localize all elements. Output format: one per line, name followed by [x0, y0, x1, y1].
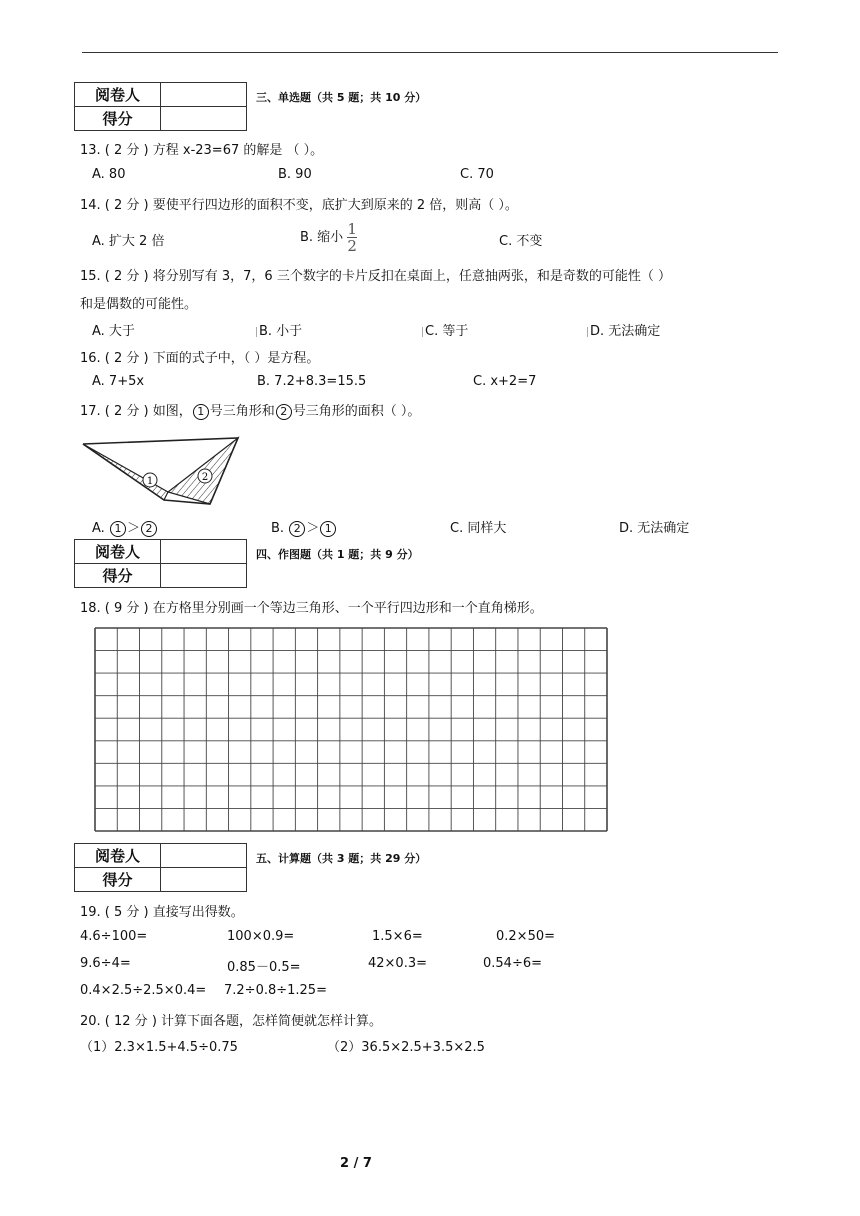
question-13: 13. ( 2 分 ) 方程 x-23=67 的解是 （ ）。: [80, 143, 324, 158]
q17-stem-pre: 17. ( 2 分 ) 如图，: [80, 404, 192, 419]
calc-item: 100×0.9=: [227, 929, 295, 944]
q17-option-d[interactable]: D. 无法确定: [619, 521, 690, 536]
q14-option-c[interactable]: C. 不变: [499, 234, 543, 249]
drawing-grid[interactable]: [94, 627, 608, 832]
q15-option-c-label: C. 等于: [425, 324, 469, 339]
q16-option-b[interactable]: B. 7.2+8.3=15.5: [257, 374, 367, 389]
reviewer-cell[interactable]: [161, 83, 247, 107]
option-tick: [256, 327, 257, 337]
triangles-figure: [80, 430, 245, 510]
score-cell[interactable]: [161, 868, 247, 892]
q15-option-c[interactable]: [422, 320, 468, 339]
question-14: 14. ( 2 分 ) 要使平行四边形的面积不变，底扩大到原来的 2 倍，则高（ ）。: [80, 198, 518, 213]
q14-option-b-label: B. 缩小: [300, 230, 344, 245]
calc-item: 0.2×50=: [496, 929, 556, 944]
calc-item: 0.4×2.5÷2.5×0.4=: [80, 983, 207, 998]
q20-part-1: （1）2.3×1.5+4.5÷0.75: [80, 1040, 238, 1055]
score-label: 得分: [75, 868, 161, 892]
q14-option-b[interactable]: [300, 222, 357, 253]
fraction-one-half: [347, 222, 357, 253]
q15-option-b-label: B. 小于: [259, 324, 303, 339]
calc-item: 42×0.3=: [368, 956, 428, 971]
circled-two: 2: [141, 521, 157, 537]
figure-label-1: 1: [146, 476, 154, 487]
q15-option-a[interactable]: A. 大于: [92, 324, 135, 339]
option-tick: [422, 327, 423, 337]
calc-item: 0.54÷6=: [483, 956, 543, 971]
circled-one: 1: [320, 521, 336, 537]
reviewer-label: 阅卷人: [75, 540, 161, 564]
q20-part-2: （2）36.5×2.5+3.5×2.5: [327, 1040, 485, 1055]
circled-two: 2: [276, 404, 292, 420]
reviewer-cell[interactable]: [161, 540, 247, 564]
q13-option-a[interactable]: A. 80: [92, 167, 126, 182]
calc-item: 7.2÷0.8÷1.25=: [224, 983, 327, 998]
q17-option-b[interactable]: [271, 517, 337, 537]
option-tick: [587, 327, 588, 337]
question-15-line1: 15. ( 2 分 ) 将分别写有 3，7，6 三个数字的卡片反扣在桌面上，任意抽两张，和是奇数的可能性（ ）: [80, 269, 671, 284]
q17-option-a[interactable]: [92, 517, 158, 537]
reviewer-label: 阅卷人: [75, 844, 161, 868]
section-title-3: 三、单选题（共 5 题；共 10 分）: [256, 91, 427, 104]
score-label: 得分: [75, 107, 161, 131]
question-18: 18. ( 9 分 ) 在方格里分别画一个等边三角形、一个平行四边形和一个直角梯形。: [80, 601, 543, 616]
score-label: 得分: [75, 564, 161, 588]
reviewer-cell[interactable]: [161, 844, 247, 868]
q14-option-a[interactable]: A. 扩大 2 倍: [92, 234, 165, 249]
score-cell[interactable]: [161, 107, 247, 131]
question-16: 16. ( 2 分 ) 下面的式子中，（ ）是方程。: [80, 351, 320, 366]
header-rule: [82, 52, 778, 53]
q16-option-a[interactable]: A. 7+5x: [92, 374, 145, 389]
calc-item: 1.5×6=: [372, 929, 423, 944]
q17-a-prefix: A.: [92, 521, 105, 536]
calc-item: 4.6÷100=: [80, 929, 148, 944]
question-20: 20. ( 12 分 ) 计算下面各题，怎样简便就怎样计算。: [80, 1014, 383, 1029]
q17-b-prefix: B.: [271, 521, 285, 536]
page-number: 2 / 7: [340, 1156, 372, 1171]
greater-than: ＞: [306, 521, 320, 536]
section-title-4: 四、作图题（共 1 题；共 9 分）: [256, 548, 419, 561]
fraction-denominator: 2: [347, 237, 357, 255]
greater-than: ＞: [126, 521, 140, 536]
score-box-3: [74, 82, 247, 131]
q17-option-c[interactable]: C. 同样大: [450, 521, 507, 536]
calc-item: 9.6÷4=: [80, 956, 131, 971]
q13-option-b[interactable]: B. 90: [278, 167, 312, 182]
circled-one: 1: [110, 521, 126, 537]
q15-option-d[interactable]: [587, 320, 660, 339]
circled-two: 2: [289, 521, 305, 537]
score-box-4: [74, 539, 247, 588]
figure-label-2: 2: [201, 472, 209, 483]
score-cell[interactable]: [161, 564, 247, 588]
q15-option-d-label: D. 无法确定: [590, 324, 661, 339]
question-17: [80, 400, 420, 420]
score-box-5: [74, 843, 247, 892]
question-19: 19. ( 5 分 ) 直接写出得数。: [80, 905, 244, 920]
fraction-numerator: 1: [347, 220, 357, 238]
circled-one: 1: [193, 404, 209, 420]
section-title-5: 五、计算题（共 3 题；共 29 分）: [256, 852, 427, 865]
q17-stem-post: 号三角形的面积（ ）。: [292, 404, 421, 419]
q16-option-c[interactable]: C. x+2=7: [473, 374, 537, 389]
q13-option-c[interactable]: C. 70: [460, 167, 494, 182]
calc-item: 0.85－0.5=: [227, 960, 301, 975]
question-15-line2: 和是偶数的可能性。: [80, 297, 198, 312]
q15-option-b[interactable]: [256, 320, 302, 339]
reviewer-label: 阅卷人: [75, 83, 161, 107]
q17-stem-mid: 号三角形和: [209, 404, 275, 419]
